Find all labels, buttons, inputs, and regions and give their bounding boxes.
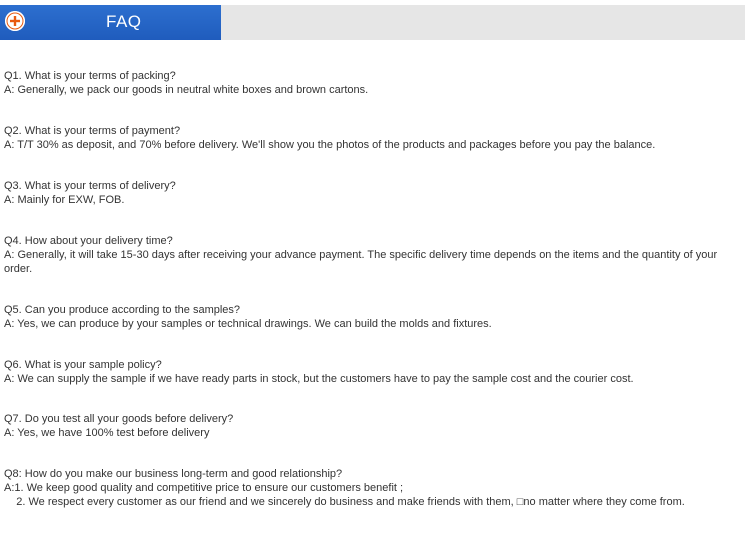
faq-question: Q2. What is your terms of payment? xyxy=(4,125,181,137)
faq-answer: A: Generally, we pack our goods in neutral white boxes and brown cartons. xyxy=(4,84,369,96)
faq-item-4 xyxy=(4,234,744,276)
faq-question: Q6. What is your sample policy? xyxy=(4,359,162,371)
faq-answer: A: Generally, it will take 15-30 days after receiving your advance payment. The specific delivery time depends on the items and the quantity of your order. xyxy=(4,249,721,275)
faq-item-5 xyxy=(4,303,744,331)
faq-item-6 xyxy=(4,358,744,386)
faq-header-tab xyxy=(0,5,221,40)
faq-item-2 xyxy=(4,124,744,152)
faq-item-8 xyxy=(4,467,744,509)
faq-answer: A: We can supply the sample if we have ready parts in stock, but the customers have to pay the sample cost and the courier cost. xyxy=(4,373,634,385)
faq-item-3 xyxy=(4,179,744,207)
faq-question: Q4. How about your delivery time? xyxy=(4,235,173,247)
faq-title: FAQ xyxy=(106,12,142,31)
plus-circle-icon[interactable] xyxy=(5,11,25,31)
faq-item-1 xyxy=(4,69,744,97)
faq-question: Q1. What is your terms of packing? xyxy=(4,70,176,82)
faq-answer: A: T/T 30% as deposit, and 70% before delivery. We'll show you the photos of the products and packages before you pay the balance. xyxy=(4,139,656,151)
faq-question: Q3. What is your terms of delivery? xyxy=(4,180,176,192)
faq-question: Q7. Do you test all your goods before delivery? xyxy=(4,413,234,425)
faq-question: Q8: How do you make our business long-term and good relationship? xyxy=(4,468,343,480)
faq-answer-line-2: 2. We respect every customer as our friend and we sincerely do business and make friends with them, □no matter where they come from. xyxy=(4,496,685,508)
faq-answer: A: Yes, we can produce by your samples or technical drawings. We can build the molds and fixtures. xyxy=(4,318,492,330)
faq-item-7 xyxy=(4,412,744,440)
faq-answer: A: Yes, we have 100% test before delivery xyxy=(4,427,210,439)
faq-question: Q5. Can you produce according to the samples? xyxy=(4,304,241,316)
faq-header-bar xyxy=(0,5,745,40)
faq-answer-line-1: A:1. We keep good quality and competitive price to ensure our customers benefit ; xyxy=(4,482,404,494)
faq-answer: A: Mainly for EXW, FOB. xyxy=(4,194,125,206)
